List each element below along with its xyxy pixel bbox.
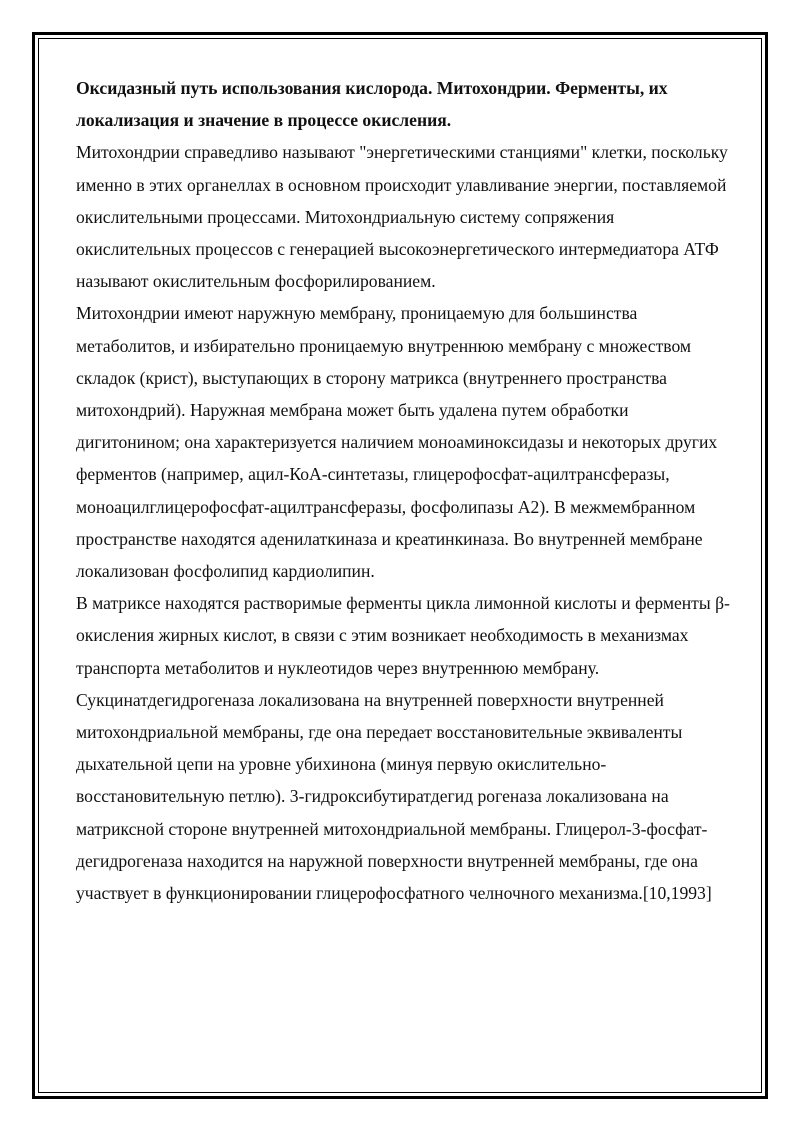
paragraph-3: В матриксе находятся растворимые ферменты цикла лимонной кислоты и ферменты β-окисления жирных кислот, в связи с этим возникает необходимость в механизмах транспорта метаболитов и нуклеотидов через внутреннюю мембрану. Сукцинатдегидрогеназа локализована на внутренней поверхности внутренней митохондриальной мембраны, где она передает восстановительные эквиваленты дыхательной цепи на уровне убихинона (минуя первую окислительно-восстановительную петлю). 3-гидроксибутиратдегид рогеназа локализована на матриксной стороне внутренней митохондриальной мембраны. Глицерол-3-фосфат-дегидрогеназа находится на наружной поверхности внутренней мембраны, где она участвует в функционировании глицерофосфатного челночного механизма.[10,1993] [76, 593, 730, 904]
paragraph-1: Митохондрии справедливо называют "энергетическими станциями" клетки, поскольку именно в этих органеллах в основном происходит улавливание энергии, поставляемой окислительными процессами. Митохондриальную систему сопряжения окислительных процессов с генерацией высокоэнергетического интермедиатора АТФ называют окислительным фосфорилированием. [76, 142, 728, 292]
document-body [76, 72, 732, 909]
paragraph-2: Митохондрии имеют наружную мембрану, проницаемую для большинства метаболитов, и избирательно проницаемую внутреннюю мембрану с множеством складок (крист), выступающих в сторону матрикса (внутреннего пространства митохондрий). Наружная мембрана может быть удалена путем обработки дигитонином; она характеризуется наличием моноаминоксидазы и некоторых других ферментов (например, ацил-КоА-синтетазы, глицерофосфат-ацилтрансферазы, моноацилглицерофосфат-ацилтрансферазы, фосфолипазы А2). В межмембранном пространстве находятся аденилаткиназа и креатинкиназа. Во внутренней мембране локализован фосфолипид кардиолипин. [76, 303, 718, 582]
document-title: Оксидазный путь использования кислорода. Митохондрии. Ферменты, их локализация и значение в процессе окисления. [76, 78, 668, 131]
